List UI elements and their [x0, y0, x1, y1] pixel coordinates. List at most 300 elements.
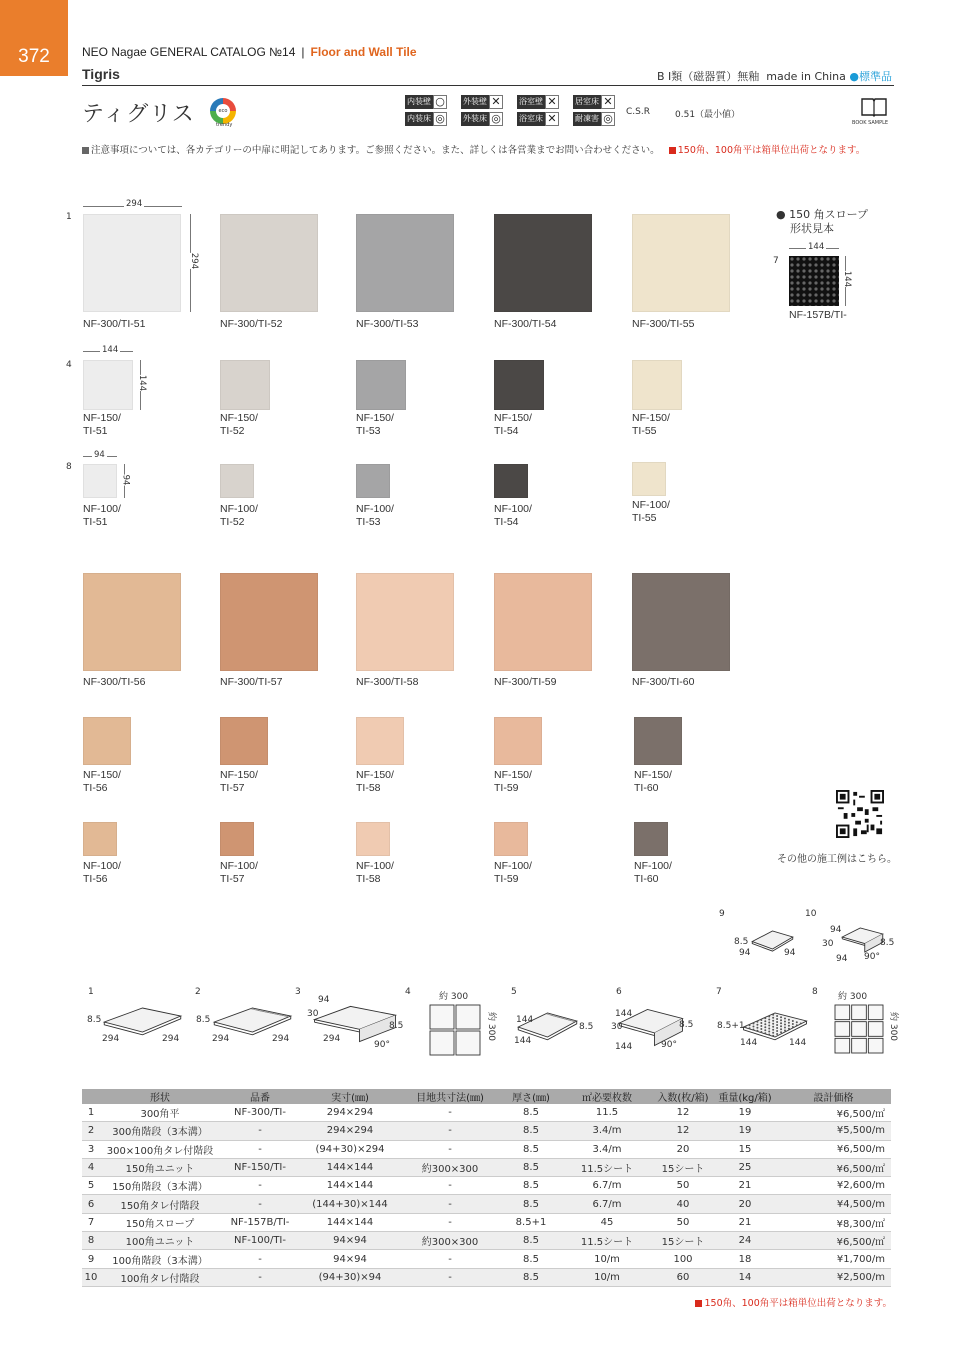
- table-cell: 19: [714, 1122, 776, 1140]
- table-cell: 4: [82, 1158, 100, 1176]
- tile-swatch: [632, 360, 682, 410]
- table-cell: 100: [652, 1250, 714, 1268]
- diagram-number: 1: [88, 987, 94, 997]
- table-cell: ¥5,500/m: [776, 1122, 891, 1140]
- diagram-dimension: 144: [615, 1009, 633, 1019]
- tile-swatch: [220, 822, 254, 856]
- dim-94-w: 94: [94, 450, 105, 460]
- footer-note-text: 150角、100角平は箱単位出荷となります。: [704, 1298, 892, 1309]
- diagram-grid4-shape: [425, 1000, 491, 1060]
- table-cell: 15: [714, 1140, 776, 1158]
- qr-code-icon[interactable]: [836, 790, 884, 838]
- table-header-cell: 入数(枚/箱): [652, 1089, 714, 1104]
- diagram-dimension: 94: [739, 948, 751, 958]
- table-header-cell: ㎡必要枚数: [562, 1089, 652, 1104]
- tile-swatch: [356, 717, 404, 765]
- diagram-dimension: 94: [784, 948, 796, 958]
- diagram-grid9-shape: [830, 1000, 888, 1060]
- tile-code: [632, 412, 670, 438]
- tile-code-line: NF-100/: [220, 860, 258, 872]
- table-cell: 150角タレ付階段: [100, 1195, 220, 1213]
- table-cell: NF-150/TI-: [220, 1158, 300, 1176]
- table-cell: 50: [652, 1177, 714, 1195]
- table-cell: 150角ユニット: [100, 1158, 220, 1176]
- table-header-cell: 重量(kg/箱): [714, 1089, 776, 1104]
- table-cell: 15シート: [652, 1158, 714, 1176]
- table-cell: 144×144: [300, 1158, 400, 1176]
- tile-code-line: TI-53: [356, 425, 381, 437]
- usage-label: 外装床: [461, 112, 489, 126]
- table-cell: NF-157B/TI-: [220, 1213, 300, 1231]
- diagram-number: 3: [295, 987, 301, 997]
- usage-mark: ◎: [601, 112, 615, 126]
- page-number: 372: [0, 0, 68, 76]
- tile-swatch: [83, 214, 181, 312]
- slope-note: [776, 208, 868, 236]
- tile-code: [494, 318, 556, 331]
- table-cell: 300角平: [100, 1104, 220, 1122]
- tile-code-line: NF-100/: [83, 860, 121, 872]
- table-cell: 12: [652, 1104, 714, 1122]
- table-cell: 11.5: [562, 1104, 652, 1122]
- tile-code-line: TI-55: [632, 425, 657, 437]
- usage-item: [517, 112, 573, 126]
- table-cell: 3: [82, 1140, 100, 1158]
- tile-code-line: TI-60: [634, 782, 659, 794]
- table-cell: -: [400, 1268, 500, 1286]
- tile-swatch: [83, 360, 133, 410]
- table-cell: 100角階段（3本溝）: [100, 1250, 220, 1268]
- note-red-square-icon: [669, 147, 676, 154]
- table-cell: -: [220, 1177, 300, 1195]
- diagram-dimension: 90°: [374, 1040, 390, 1050]
- diagram-dimension: 294: [323, 1034, 341, 1044]
- tile-code-line: NF-100/: [634, 860, 672, 872]
- usage-item: [517, 95, 573, 109]
- usage-label: 浴室床: [517, 112, 545, 126]
- tile-swatch: [634, 717, 682, 765]
- table-cell: 94×94: [300, 1250, 400, 1268]
- tile-code: [494, 412, 532, 438]
- tile-code: [83, 318, 145, 331]
- slope-code: NF-157B/TI-: [789, 309, 847, 321]
- spec-table: [82, 1089, 891, 1287]
- table-cell: -: [400, 1213, 500, 1231]
- diagram-dimension: 8.5: [734, 937, 749, 947]
- table-cell: ¥1,700/m: [776, 1250, 891, 1268]
- tile-code-line: TI-59: [494, 873, 519, 885]
- table-header-row: [82, 1089, 891, 1104]
- table-cell: 19: [714, 1104, 776, 1122]
- diagram-dimension: 94: [830, 925, 842, 935]
- table-cell: 15シート: [652, 1232, 714, 1250]
- table-cell: 144×144: [300, 1177, 400, 1195]
- diagram-dimension: 約 300: [838, 992, 868, 1002]
- table-cell: ¥8,300/㎡: [776, 1213, 891, 1231]
- diagram-dimension: 144: [516, 1015, 534, 1025]
- tile-swatch: [634, 822, 668, 856]
- tile-code-line: TI-57: [220, 873, 245, 885]
- table-header-cell: 実寸(㎜): [300, 1089, 400, 1104]
- table-cell: 20: [714, 1195, 776, 1213]
- table-cell: 150角スロープ: [100, 1213, 220, 1231]
- usage-item: [405, 95, 461, 109]
- header-rule: [82, 85, 894, 86]
- diagram-dimension: 8.5: [880, 938, 895, 948]
- tile-swatch: [356, 360, 406, 410]
- table-row: [82, 1104, 891, 1122]
- diagram-dimension: 約 300: [888, 1011, 899, 1042]
- footer-note: [695, 1295, 892, 1309]
- tile-code: [83, 676, 145, 689]
- row-number-4: 4: [66, 360, 72, 370]
- table-header-cell: [82, 1089, 100, 1104]
- diagram-dimension: 294: [162, 1034, 180, 1044]
- tile-code-line: NF-300/TI-58: [356, 676, 419, 688]
- usage-label: 浴室壁: [517, 95, 545, 109]
- row-number-8: 8: [66, 462, 72, 472]
- usage-mark: ◎: [433, 112, 447, 126]
- tile-swatch: [494, 573, 592, 671]
- table-cell: NF-100/TI-: [220, 1232, 300, 1250]
- tile-code-line: TI-54: [494, 425, 519, 437]
- table-cell: -: [400, 1195, 500, 1213]
- tile-swatch: [494, 360, 544, 410]
- usage-mark: ◎: [489, 112, 503, 126]
- diagram-dimension: 144: [740, 1038, 758, 1048]
- table-cell: 9: [82, 1250, 100, 1268]
- table-cell: 24: [714, 1232, 776, 1250]
- table-cell: -: [400, 1177, 500, 1195]
- book-sample-icon: [861, 97, 887, 117]
- tile-code-line: TI-54: [494, 516, 519, 528]
- table-cell: 40: [652, 1195, 714, 1213]
- table-cell: (94+30)×294: [300, 1140, 400, 1158]
- table-cell: 20: [652, 1140, 714, 1158]
- eco-label: eco trendy: [216, 104, 230, 118]
- table-cell: -: [400, 1104, 500, 1122]
- diagram-number: 4: [405, 987, 411, 997]
- diagram-dimension: 90°: [864, 952, 880, 962]
- table-cell: 144×144: [300, 1213, 400, 1231]
- table-cell: 6: [82, 1195, 100, 1213]
- diagram-dimension: 294: [102, 1034, 120, 1044]
- tile-code-line: NF-300/TI-55: [632, 318, 695, 330]
- tile-code-line: NF-300/TI-51: [83, 318, 146, 330]
- tile-code: [83, 769, 121, 795]
- tile-code: [356, 318, 418, 331]
- diagram-dimension: 8.5: [87, 1015, 102, 1025]
- table-cell: 50: [652, 1213, 714, 1231]
- tile-code-line: NF-150/: [83, 769, 121, 781]
- tile-code: [494, 676, 556, 689]
- tile-code: [634, 769, 672, 795]
- table-cell: 10/m: [562, 1250, 652, 1268]
- tile-code-line: TI-60: [634, 873, 659, 885]
- table-cell: 294×294: [300, 1122, 400, 1140]
- table-cell: 12: [652, 1122, 714, 1140]
- tile-code-line: NF-300/TI-59: [494, 676, 557, 688]
- material-class: B Ⅰ類（磁器質）無釉: [656, 70, 760, 83]
- table-cell: 6.7/m: [562, 1177, 652, 1195]
- tile-swatch: [83, 464, 117, 498]
- tile-code-line: NF-300/TI-60: [632, 676, 695, 688]
- catalog-title: NEO Nagae GENERAL CATALOG №14: [82, 45, 296, 59]
- table-cell: ¥2,600/m: [776, 1177, 891, 1195]
- usage-label: 内装床: [405, 112, 433, 126]
- diagram-dimension: 8.5: [679, 1020, 694, 1030]
- usage-grid: [405, 95, 629, 126]
- tile-code: [356, 860, 394, 886]
- dim-294-h: 294: [189, 252, 200, 270]
- diagram-dimension: 294: [272, 1034, 290, 1044]
- tile-code: [632, 499, 670, 525]
- table-cell: -: [220, 1195, 300, 1213]
- standard-label: 標準品: [859, 70, 892, 83]
- diagram-number: 5: [511, 987, 517, 997]
- table-row: [82, 1250, 891, 1268]
- spec-line: [657, 68, 892, 84]
- dim-294-w: 294: [126, 199, 143, 209]
- table-cell: -: [220, 1268, 300, 1286]
- table-cell: ¥2,500/m: [776, 1268, 891, 1286]
- tile-swatch: [632, 214, 730, 312]
- dim-94-h: 94: [120, 474, 131, 486]
- diagram-dimension: 294: [212, 1034, 230, 1044]
- table-cell: 60: [652, 1268, 714, 1286]
- usage-item: [573, 95, 629, 109]
- diagram-dimension: 8.5: [389, 1021, 404, 1031]
- table-cell: 1: [82, 1104, 100, 1122]
- table-cell: 10/m: [562, 1268, 652, 1286]
- table-header-cell: 目地共寸法(㎜): [400, 1089, 500, 1104]
- table-cell: 5: [82, 1177, 100, 1195]
- tile-swatch: [494, 717, 542, 765]
- table-cell: 45: [562, 1213, 652, 1231]
- table-cell: NF-300/TI-: [220, 1104, 300, 1122]
- note-general: 注意事項については、各カテゴリーの中扉に明記してあります。ご参照ください。また、詳しくは各営業までお問い合わせください。: [91, 145, 660, 156]
- table-cell: 21: [714, 1177, 776, 1195]
- table-cell: 10: [82, 1268, 100, 1286]
- table-row: [82, 1213, 891, 1231]
- tile-code-line: TI-58: [356, 782, 381, 794]
- note-red: 150角、100角平は箱単位出荷となります。: [677, 145, 866, 156]
- table-cell: ¥6,500/㎡: [776, 1104, 891, 1122]
- tile-code-line: NF-150/: [220, 412, 258, 424]
- diagram-dimension: 8.5: [196, 1015, 211, 1025]
- usage-item: [573, 112, 629, 126]
- usage-label: 内装壁: [405, 95, 433, 109]
- row-number-7: 7: [773, 256, 779, 266]
- note-square-icon: [82, 147, 89, 154]
- usage-mark: ✕: [545, 112, 559, 126]
- catalog-header: [82, 45, 417, 59]
- tile-code-line: TI-55: [632, 512, 657, 524]
- tile-swatch: [356, 822, 390, 856]
- table-cell: -: [220, 1122, 300, 1140]
- slope-tile-swatch: [789, 256, 839, 306]
- tile-swatch: [356, 214, 454, 312]
- footer-red-square-icon: [695, 1300, 702, 1307]
- tile-code-line: NF-150/: [632, 412, 670, 424]
- table-cell: ¥6,500/m: [776, 1140, 891, 1158]
- tile-code: [356, 676, 418, 689]
- book-sample-label: BOOK SAMPLE: [852, 120, 889, 126]
- diagram-number: 6: [616, 987, 622, 997]
- series-name: Tigris: [82, 66, 120, 82]
- tile-code-line: TI-53: [356, 516, 381, 528]
- diagram-number: 2: [195, 987, 201, 997]
- tile-swatch: [356, 573, 454, 671]
- table-cell: 18: [714, 1250, 776, 1268]
- table-cell: ¥6,500/㎡: [776, 1158, 891, 1176]
- table-header-cell: 形状: [100, 1089, 220, 1104]
- usage-mark: ✕: [601, 95, 615, 109]
- tile-code: [83, 860, 121, 886]
- table-cell: 294×294: [300, 1104, 400, 1122]
- table-row: [82, 1232, 891, 1250]
- tile-code-line: NF-150/: [494, 412, 532, 424]
- tile-code: [220, 503, 258, 529]
- usage-label: 居室床: [573, 95, 601, 109]
- tile-swatch: [220, 573, 318, 671]
- tile-code: [634, 860, 672, 886]
- table-cell: 8.5+1: [500, 1213, 562, 1231]
- table-row: [82, 1177, 891, 1195]
- tile-code: [83, 412, 121, 438]
- tile-code-line: NF-300/TI-53: [356, 318, 419, 330]
- tile-code: [356, 412, 394, 438]
- table-header-cell: 設計価格: [776, 1089, 891, 1104]
- dim-144-w: 144: [102, 345, 119, 355]
- table-cell: 8: [82, 1232, 100, 1250]
- tile-swatch: [220, 214, 318, 312]
- tile-code-line: NF-300/TI-54: [494, 318, 557, 330]
- usage-label: 外装壁: [461, 95, 489, 109]
- diagram-dimension: 8.5+1: [717, 1021, 745, 1031]
- diagram-number: 10: [805, 909, 817, 919]
- table-row: [82, 1122, 891, 1140]
- table-cell: 8.5: [500, 1177, 562, 1195]
- diagram-dimension: 144: [615, 1042, 633, 1052]
- tile-code-line: TI-51: [83, 516, 108, 528]
- table-header-cell: 品番: [220, 1089, 300, 1104]
- tile-code-line: NF-100/: [494, 503, 532, 515]
- diagram-nosing-shape: [840, 925, 885, 955]
- diagram-number: 8: [812, 987, 818, 997]
- tile-code-line: NF-300/TI-57: [220, 676, 283, 688]
- table-cell: (144+30)×144: [300, 1195, 400, 1213]
- tile-code: [220, 676, 282, 689]
- table-cell: 300×100角タレ付階段: [100, 1140, 220, 1158]
- table-cell: 25: [714, 1158, 776, 1176]
- csr-value: 0.51（最小値）: [675, 110, 741, 120]
- table-row: [82, 1140, 891, 1158]
- diagram-dimension: 30: [822, 939, 834, 949]
- diagram-dimension: 約 300: [486, 1011, 497, 1042]
- table-cell: -: [220, 1140, 300, 1158]
- diagram-number: 7: [716, 987, 722, 997]
- table-cell: 14: [714, 1268, 776, 1286]
- diagram-dimension: 90°: [661, 1040, 677, 1050]
- table-cell: 2: [82, 1122, 100, 1140]
- tile-code: [632, 318, 694, 331]
- tile-swatch: [83, 717, 131, 765]
- table-cell: 8.5: [500, 1140, 562, 1158]
- dim-144-w: 144: [808, 242, 825, 252]
- table-cell: 3.4/m: [562, 1140, 652, 1158]
- tile-code: [494, 860, 532, 886]
- slope-bullet-icon: ●: [776, 208, 786, 221]
- table-cell: 94×94: [300, 1232, 400, 1250]
- tile-code-line: NF-150/: [634, 769, 672, 781]
- table-cell: 100角タレ付階段: [100, 1268, 220, 1286]
- diagram-dimension: 94: [318, 995, 330, 1005]
- tile-code-line: NF-150/: [356, 769, 394, 781]
- tile-code-line: TI-56: [83, 873, 108, 885]
- table-cell: ¥6,500/㎡: [776, 1232, 891, 1250]
- table-cell: -: [400, 1250, 500, 1268]
- qr-caption: その他の施工例はこちら。: [777, 854, 897, 865]
- tile-code: [220, 769, 258, 795]
- tile-swatch: [494, 464, 528, 498]
- tile-code-line: TI-59: [494, 782, 519, 794]
- table-cell: 100角ユニット: [100, 1232, 220, 1250]
- diagram-dimension: 30: [307, 1009, 319, 1019]
- table-row: [82, 1268, 891, 1286]
- tile-code-line: NF-100/: [632, 499, 670, 511]
- table-row: [82, 1195, 891, 1213]
- slope-title: 150 角スロープ: [789, 208, 869, 221]
- tile-swatch: [83, 573, 181, 671]
- tile-code-line: TI-52: [220, 516, 245, 528]
- tile-code: [220, 318, 282, 331]
- tile-code-line: TI-58: [356, 873, 381, 885]
- usage-mark: ○: [433, 95, 447, 109]
- table-header-cell: 厚さ(㎜): [500, 1089, 562, 1104]
- table-cell: ¥4,500/m: [776, 1195, 891, 1213]
- header-separator: |: [301, 45, 305, 59]
- table-cell: 11.5シート: [562, 1232, 652, 1250]
- table-cell: -: [400, 1140, 500, 1158]
- origin: made in China: [766, 70, 846, 83]
- tile-code-line: TI-57: [220, 782, 245, 794]
- table-cell: 8.5: [500, 1104, 562, 1122]
- usage-label: 耐凍害: [573, 112, 601, 126]
- tile-code-line: NF-100/: [494, 860, 532, 872]
- tile-code: [220, 860, 258, 886]
- tile-code-line: TI-52: [220, 425, 245, 437]
- tile-code-line: TI-51: [83, 425, 108, 437]
- table-cell: 150角階段（3本溝）: [100, 1177, 220, 1195]
- tile-code-line: TI-56: [83, 782, 108, 794]
- usage-item: [461, 112, 517, 126]
- tile-code: [220, 412, 258, 438]
- dim-144-h: 144: [137, 374, 148, 392]
- tile-code-line: NF-100/: [220, 503, 258, 515]
- table-cell: 8.5: [500, 1232, 562, 1250]
- table-cell: (94+30)×94: [300, 1268, 400, 1286]
- tile-code-line: NF-150/: [83, 412, 121, 424]
- tile-code-line: NF-150/: [356, 412, 394, 424]
- table-cell: 8.5: [500, 1250, 562, 1268]
- tile-swatch: [632, 573, 730, 671]
- tile-swatch: [632, 462, 666, 496]
- tile-code: [494, 769, 532, 795]
- diagram-dimension: 約 300: [439, 992, 469, 1002]
- tile-swatch: [494, 214, 592, 312]
- table-cell: 6.7/m: [562, 1195, 652, 1213]
